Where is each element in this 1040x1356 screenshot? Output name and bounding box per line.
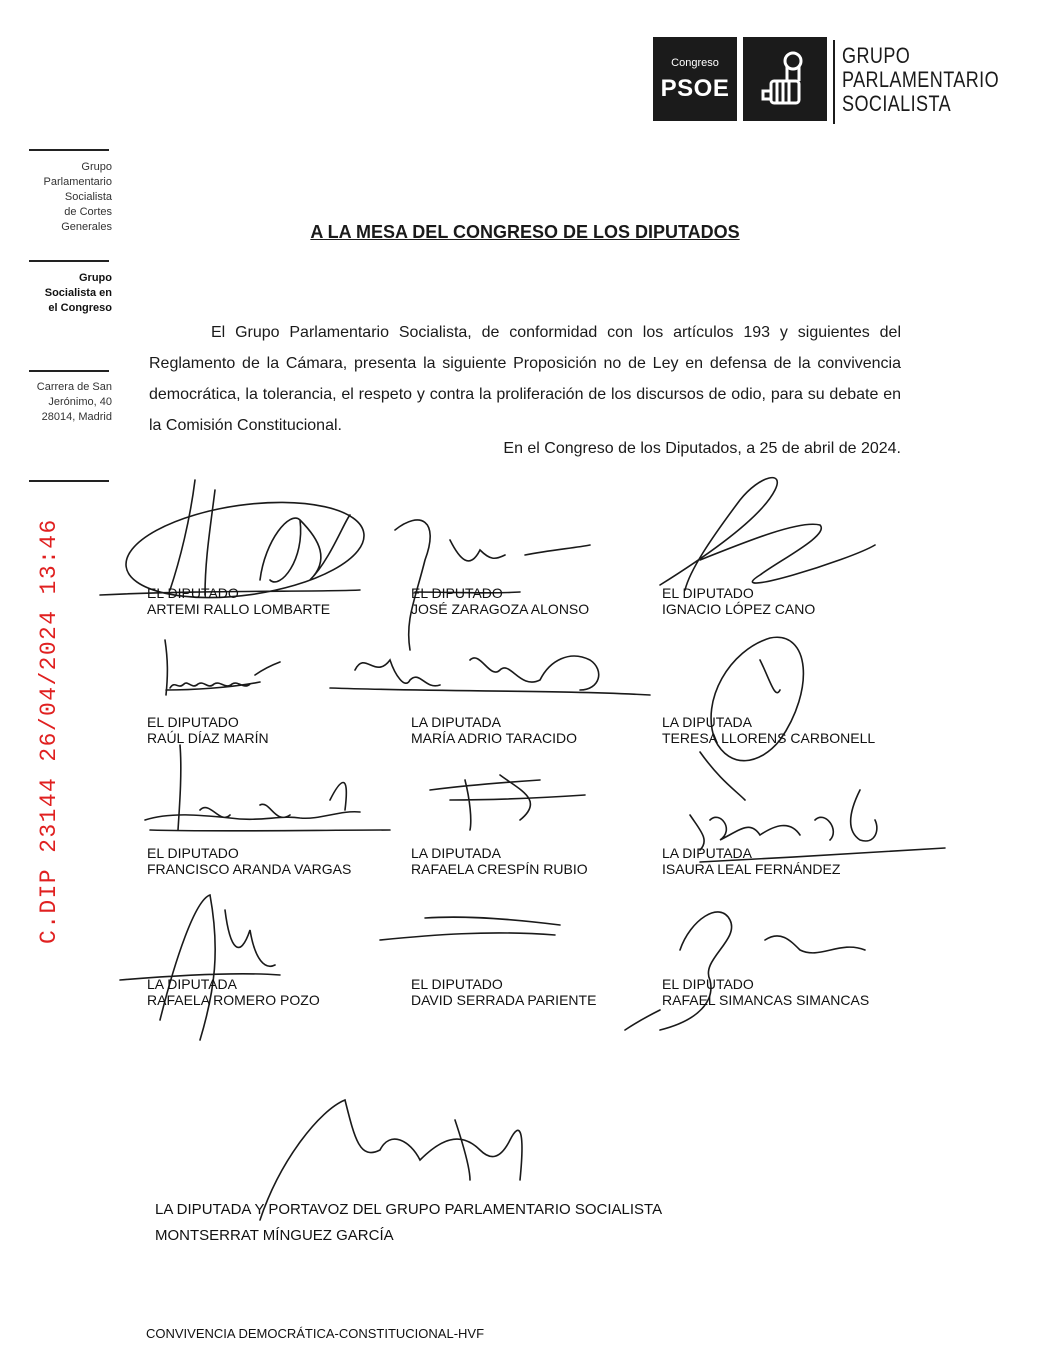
- sidebar-rule-2: [29, 260, 109, 262]
- signatory-6: LA DIPUTADA TERESA LLORENS CARBONELL: [662, 714, 876, 746]
- date-line: En el Congreso de los Diputados, a 25 de abril de 2024.: [503, 440, 901, 457]
- signatory-3: EL DIPUTADO IGNACIO LÓPEZ CANO: [662, 585, 816, 617]
- rose-fist-logo-icon: [743, 37, 827, 121]
- signatory-1: EL DIPUTADO ARTEMI RALLO LOMBARTE: [147, 585, 331, 617]
- signatory-4: EL DIPUTADO RAÚL DÍAZ MARÍN: [147, 714, 269, 746]
- sidebar-block-1: Grupo Parlamentario Socialista de Cortes Generales: [43, 161, 112, 233]
- logo-congreso-label: Congreso: [671, 57, 719, 69]
- signatory-11: EL DIPUTADO DAVID SERRADA PARIENTE: [411, 976, 597, 1008]
- logo-line-3: SOCIALISTA: [842, 91, 952, 116]
- footer-reference: CONVIVENCIA DEMOCRÁTICA-CONSTITUCIONAL-HVF: [146, 1326, 485, 1341]
- sidebar-rule-3: [29, 370, 109, 372]
- sidebar-block-3: Carrera de San Jerónimo, 40 28014, Madrid: [36, 381, 112, 423]
- portavoz-role: LA DIPUTADA Y PORTAVOZ DEL GRUPO PARLAMENTARIO SOCIALISTA: [155, 1201, 663, 1218]
- portavoz-name: MONTSERRAT MÍNGUEZ GARCÍA: [155, 1227, 394, 1244]
- logo-line-1: GRUPO: [842, 43, 911, 68]
- signatory-9: LA DIPUTADA ISAURA LEAL FERNÁNDEZ: [662, 845, 841, 877]
- logo-line-2: PARLAMENTARIO: [842, 67, 1000, 92]
- sidebar-rule-1: [29, 149, 109, 151]
- signatory-2: EL DIPUTADO JOSÉ ZARAGOZA ALONSO: [411, 585, 590, 617]
- sidebar-rule-4: [29, 480, 109, 482]
- signatory-5: LA DIPUTADA MARÍA ADRIO TARACIDO: [411, 714, 577, 746]
- logo-divider: [833, 40, 835, 124]
- signatory-7: EL DIPUTADO FRANCISCO ARANDA VARGAS: [147, 845, 352, 877]
- congreso-psoe-logo: [653, 37, 737, 121]
- sidebar-block-2: Grupo Socialista en el Congreso: [44, 272, 112, 314]
- registration-stamp: C.DIP 23144 26/04/2024 13:46: [36, 518, 62, 944]
- logo-psoe-label: PSOE: [660, 75, 730, 102]
- signatory-10: LA DIPUTADA RAFAELA ROMERO POZO: [147, 976, 320, 1008]
- body-paragraph: El Grupo Parlamentario Socialista, de conformidad con los artículos 193 y siguientes del Reglamento de la Cámara, presenta la siguiente Proposición no de Ley en defensa de la convivencia democrática, la tolerancia, el respeto y contra la proliferación de los discursos de odio, para su debate en la Comisión Constitucional.: [149, 324, 901, 434]
- document-title: A LA MESA DEL CONGRESO DE LOS DIPUTADOS: [310, 222, 740, 242]
- group-logo-text: [842, 44, 999, 116]
- signatory-8: LA DIPUTADA RAFAELA CRESPÍN RUBIO: [411, 845, 588, 877]
- signatory-12: EL DIPUTADO RAFAEL SIMANCAS SIMANCAS: [662, 976, 870, 1008]
